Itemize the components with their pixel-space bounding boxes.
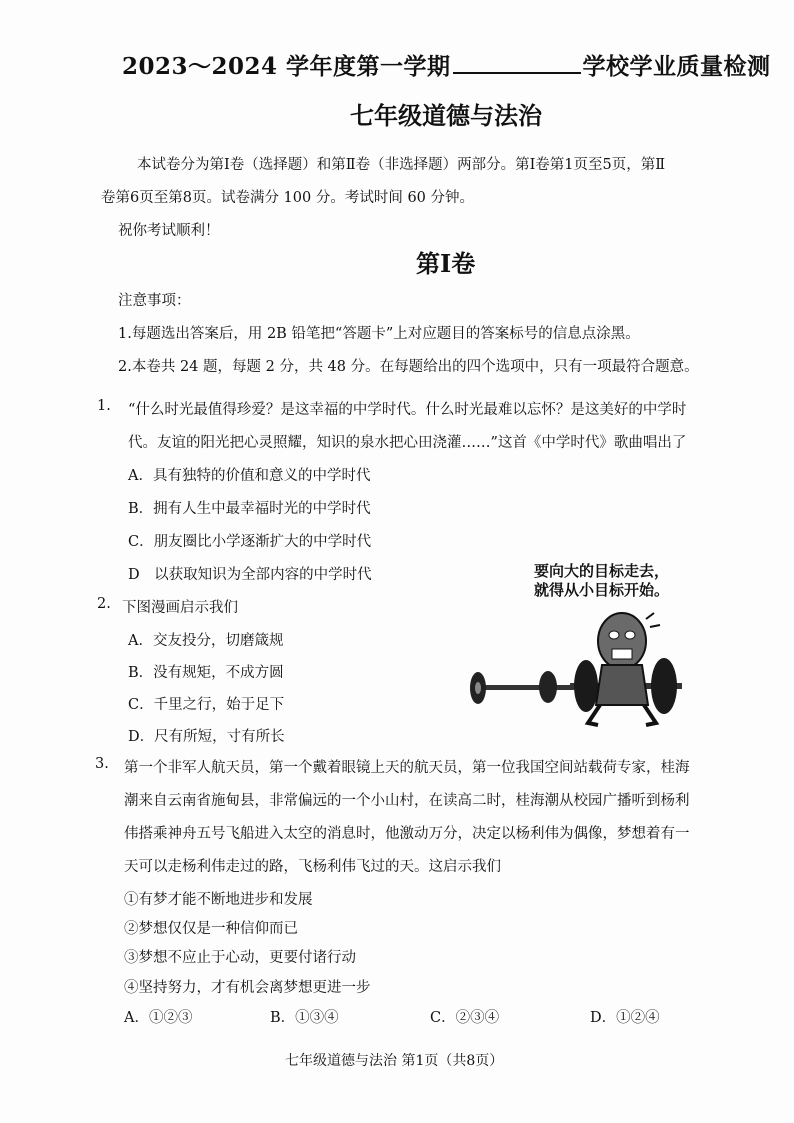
- exam-title-right: 学校学业质量检测: [582, 53, 771, 80]
- q3-stem-line-2: 潮来自云南省施甸县，非常偏远的一个小山村，在读高二时，桂海潮从校园广播听到杨利: [124, 793, 690, 809]
- school-name-blank: [453, 54, 581, 74]
- q2-option-b[interactable]: B．没有规矩，不成方圆: [128, 665, 284, 681]
- intro-line-3: 祝你考试顺利！: [118, 223, 220, 239]
- q3-option-d[interactable]: D．①②④: [590, 1010, 660, 1026]
- q1-stem-line-1: “什么时光最值得珍爱？是这幸福的中学时代。什么时光最难以忘怀？是这美好的中学时: [128, 402, 687, 418]
- small-barbell: [470, 671, 574, 704]
- q1-option-b[interactable]: B．拥有人生中最幸福时光的中学时代: [128, 501, 371, 517]
- q1-stem-line-2: 代。友谊的阳光把心灵照耀，知识的泉水把心田浇灌……”这首《中学时代》歌曲唱出了: [128, 435, 687, 451]
- cartoon-caption-line-1: 要向大的目标走去，: [534, 562, 670, 580]
- q1-option-d[interactable]: D 以获取知识为全部内容的中学时代: [128, 567, 372, 583]
- q3-number: 3.: [95, 756, 109, 772]
- lifter-figure: [588, 613, 660, 725]
- q3-statement-1: ①有梦才能不断地进步和发展: [124, 892, 313, 908]
- q3-statement-2: ②梦想仅仅是一种信仰而已: [124, 921, 298, 937]
- q3-statement-3: ③梦想不应止于心动，更要付诸行动: [124, 950, 356, 966]
- q3-stem-line-4: 天可以走杨利伟走过的路，飞杨利伟飞过的天。这启示我们: [124, 859, 501, 875]
- notes-item-1: 1.每题选出答案后，用 2B 铅笔把“答题卡”上对应题目的答案标号的信息点涂黑。: [118, 326, 640, 342]
- q1-number: 1.: [97, 398, 111, 414]
- weightlifting-cartoon: [462, 605, 692, 730]
- cartoon-caption-line-2: 就得从小目标开始。: [534, 581, 670, 599]
- intro-line-1: 本试卷分为第Ⅰ卷（选择题）和第Ⅱ卷（非选择题）两部分。第Ⅰ卷第1页至5页，第Ⅱ: [137, 157, 666, 173]
- notes-item-2: 2.本卷共 24 题，每题 2 分，共 48 分。在每题给出的四个选项中，只有一项最符合题意。: [118, 359, 699, 375]
- q1-option-c[interactable]: C．朋友圈比小学逐渐扩大的中学时代: [128, 534, 372, 550]
- q2-option-a[interactable]: A．交友投分，切磨箴规: [128, 633, 284, 649]
- q3-stem-line-3: 伟搭乘神舟五号飞船进入太空的消息时，他激动万分，决定以杨利伟为偶像，梦想着有一: [124, 826, 690, 842]
- q3-option-a[interactable]: A．①②③: [124, 1010, 193, 1026]
- exam-title-left: 2023～2024 学年度第一学期: [122, 53, 451, 80]
- cartoon-caption: [534, 562, 669, 600]
- page-footer: 七年级道德与法治 第1页（共8页）: [285, 1053, 504, 1069]
- q2-option-d[interactable]: D．尺有所短，寸有所长: [128, 729, 285, 745]
- intro-line-2: 卷第6页至第8页。试卷满分 100 分。考试时间 60 分钟。: [101, 190, 475, 206]
- exam-title: [122, 48, 771, 81]
- q3-statement-4: ④坚持努力，才有机会离梦想更进一步: [124, 980, 371, 996]
- q2-option-c[interactable]: C．千里之行，始于足下: [128, 697, 285, 713]
- exam-subtitle: 七年级道德与法治: [350, 101, 542, 130]
- q1-option-a[interactable]: A．具有独特的价值和意义的中学时代: [128, 468, 371, 484]
- section-title: 第Ⅰ卷: [416, 249, 476, 278]
- q3-option-b[interactable]: B．①③④: [270, 1010, 339, 1026]
- notes-heading: 注意事项：: [118, 293, 191, 309]
- q2-number: 2.: [97, 596, 111, 612]
- q3-option-c[interactable]: C．②③④: [430, 1010, 500, 1026]
- q3-stem-line-1: 第一个非军人航天员，第一个戴着眼镜上天的航天员，第一位我国空间站载荷专家，桂海: [124, 760, 690, 776]
- q2-stem: 下图漫画启示我们: [122, 600, 238, 616]
